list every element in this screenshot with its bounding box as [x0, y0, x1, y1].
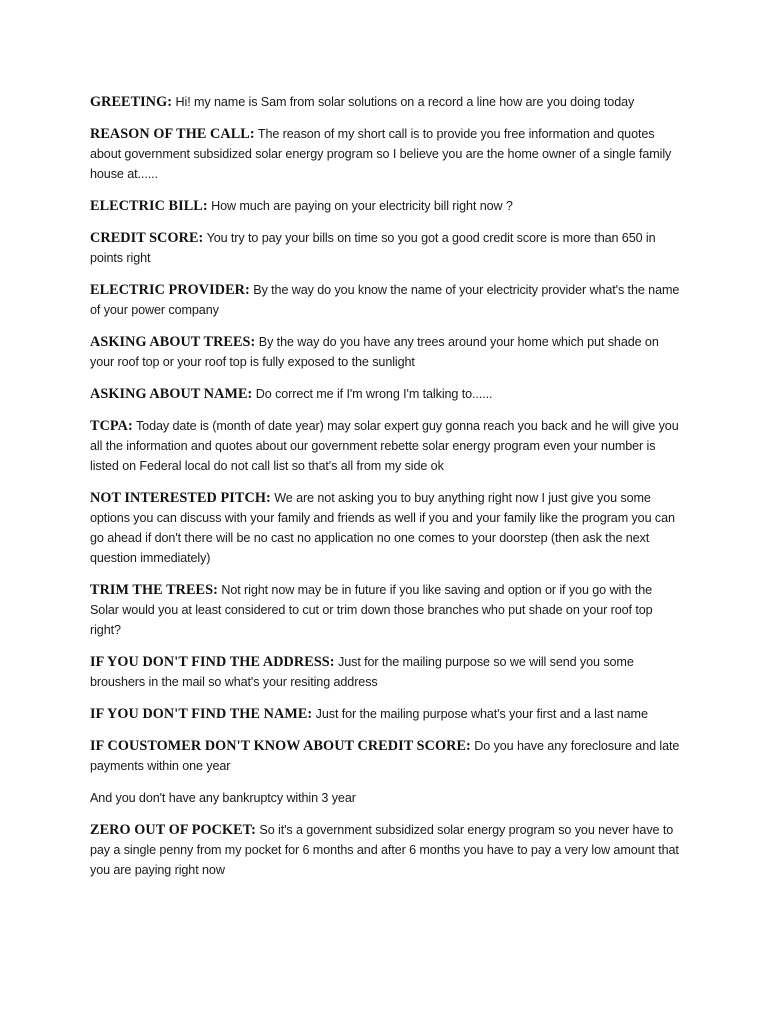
paragraph-text: We are not asking you to buy anything right now I just give you some options you can discuss with your family and friends as well if you and your family like the program you can go ahead if don't there will be no cast no application no one comes to your doorstep (then ask the next question immediately) — [90, 491, 675, 565]
paragraph-label: ZERO OUT OF POCKET: — [90, 822, 256, 838]
paragraph-label: CREDIT SCORE: — [90, 230, 204, 246]
paragraph-reason-of-call — [90, 124, 680, 184]
paragraph-zero-out-of-pocket — [90, 820, 680, 880]
paragraph-no-address — [90, 652, 680, 692]
paragraph-credit-score — [90, 228, 680, 268]
script-document — [90, 92, 680, 892]
paragraph-label: IF COUSTOMER DON'T KNOW ABOUT CREDIT SCORE: — [90, 738, 471, 754]
paragraph-no-name — [90, 704, 680, 724]
paragraph-text: And you don't have any bankruptcy within 3 year — [90, 791, 356, 805]
paragraph-greeting — [90, 92, 680, 112]
paragraph-not-interested-pitch — [90, 488, 680, 568]
paragraph-label: IF YOU DON'T FIND THE ADDRESS: — [90, 654, 335, 670]
paragraph-label: TRIM THE TREES: — [90, 582, 218, 598]
paragraph-label: ASKING ABOUT NAME: — [90, 386, 253, 402]
paragraph-text: Do correct me if I'm wrong I'm talking to...... — [255, 387, 493, 401]
paragraph-label: GREETING: — [90, 94, 173, 110]
paragraph-text: By the way do you know the name of your electricity provider what's the name of your power company — [90, 283, 680, 317]
paragraph-trim-the-trees — [90, 580, 680, 640]
paragraph-text: By the way do you have any trees around your home which put shade on your roof top or your roof top is fully exposed to the sunlight — [90, 335, 659, 369]
paragraph-electric-provider — [90, 280, 680, 320]
paragraph-text: Just for the mailing purpose what's your first and a last name — [315, 707, 648, 721]
paragraph-text: Today date is (month of date year) may solar expert guy gonna reach you back and he will give you all the information and quotes about our government rebette solar energy program even your number is listed on Federal local do not call list so that's all from my side ok — [90, 419, 679, 473]
paragraph-unknown-credit-score — [90, 736, 680, 776]
paragraph-text: Hi! my name is Sam from solar solutions on a record a line how are you doing today — [175, 95, 635, 109]
paragraph-text: Do you have any foreclosure and late payments within one year — [90, 739, 680, 773]
paragraph-bankruptcy — [90, 788, 680, 808]
paragraph-text: Just for the mailing purpose so we will send you some broushers in the mail so what's your resiting address — [90, 655, 634, 689]
paragraph-label: ASKING ABOUT TREES: — [90, 334, 256, 350]
paragraph-asking-about-name — [90, 384, 680, 404]
paragraph-label: TCPA: — [90, 418, 133, 434]
paragraph-text: How much are paying on your electricity bill right now ? — [211, 199, 513, 213]
paragraph-text: You try to pay your bills on time so you got a good credit score is more than 650 in points right — [90, 231, 656, 265]
paragraph-asking-about-trees — [90, 332, 680, 372]
paragraph-label: NOT INTERESTED PITCH: — [90, 490, 271, 506]
paragraph-text: The reason of my short call is to provide you free information and quotes about government subsidized solar energy program so I believe you are the home owner of a single family house at...... — [90, 127, 672, 181]
paragraph-label: ELECTRIC PROVIDER: — [90, 282, 250, 298]
paragraph-text: Not right now may be in future if you like saving and option or if you go with the Solar would you at least considered to cut or trim down those branches who put shade on your roof top right? — [90, 583, 653, 637]
paragraph-electric-bill — [90, 196, 680, 216]
paragraph-label: REASON OF THE CALL: — [90, 126, 255, 142]
paragraph-text: So it's a government subsidized solar energy program so you never have to pay a single penny from my pocket for 6 months and after 6 months you have to pay a very low amount that you are paying right now — [90, 823, 679, 877]
paragraph-label: ELECTRIC BILL: — [90, 198, 208, 214]
paragraph-label: IF YOU DON'T FIND THE NAME: — [90, 706, 313, 722]
paragraph-tcpa — [90, 416, 680, 476]
